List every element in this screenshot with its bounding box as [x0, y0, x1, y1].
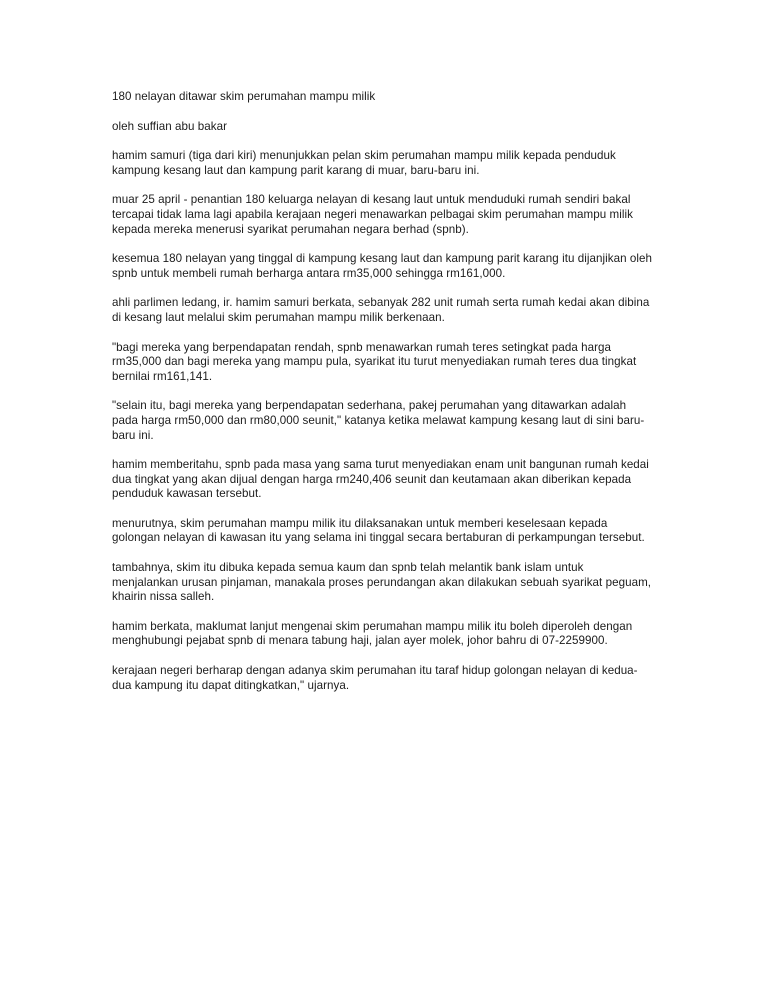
article-paragraph: hamim samuri (tiga dari kiri) menunjukkan pelan skim perumahan mampu milik kepada penduduk kampung kesang laut dan kampung parit karang di muar, baru-baru ini. [112, 149, 616, 177]
article-paragraph: tambahnya, skim itu dibuka kepada semua kaum dan spnb telah melantik bank islam untuk menjalankan urusan pinjaman, manakala proses perundangan akan dilakukan sebuah syarikat peguam, khairin nissa salleh. [112, 561, 652, 604]
article-paragraph: ahli parlimen ledang, ir. hamim samuri berkata, sebanyak 282 unit rumah serta rumah kedai akan dibina di kesang laut melalui skim perumahan mampu milik berkenaan. [112, 296, 650, 324]
article-byline: oleh suffian abu bakar [112, 119, 227, 133]
article-paragraph: kesemua 180 nelayan yang tinggal di kampung kesang laut dan kampung parit karang itu dijanjikan oleh spnb untuk membeli rumah berharga antara rm35,000 sehingga rm161,000. [112, 252, 652, 280]
article-paragraph: hamim berkata, maklumat lanjut mengenai skim perumahan mampu milik itu boleh diperoleh dengan menghubungi pejabat spnb di menara tabung haji, jalan ayer molek, johor bahru di 07-2259900. [112, 619, 633, 648]
article-title: 180 nelayan ditawar skim perumahan mampu milik [112, 90, 376, 103]
article-body [112, 90, 652, 708]
article-paragraph: menurutnya, skim perumahan mampu milik itu dilaksanakan untuk memberi keselesaan kepada golongan nelayan di kawasan itu yang selama ini tinggal secara bertaburan di perkampungan tersebut. [112, 516, 645, 545]
article-paragraph: "bagi mereka yang berpendapatan rendah, spnb menawarkan rumah teres setingkat pada harga rm35,000 dan bagi mereka yang mampu pula, syarikat itu turut menyediakan rumah teres dua tingkat bernilai rm161,141. [112, 340, 637, 383]
article-paragraph: muar 25 april - penantian 180 keluarga nelayan di kesang laut untuk menduduki rumah sendiri bakal tercapai tidak lama lagi apabila kerajaan negeri menawarkan pelbagai skim perumahan mampu milik kepada mereka menerusi syarikat perumahan negara berhad (spnb). [112, 193, 633, 236]
article-paragraph: "selain itu, bagi mereka yang berpendapatan sederhana, pakej perumahan yang ditawarkan adalah pada harga rm50,000 dan rm80,000 seunit," katanya ketika melawat kampung kesang laut di sini baru-baru ini. [112, 399, 645, 442]
article-paragraph: hamim memberitahu, spnb pada masa yang sama turut menyediakan enam unit bangunan rumah kedai dua tingkat yang akan dijual dengan harga rm240,406 seunit dan keutamaan akan diberikan kepada penduduk kawasan tersebut. [112, 458, 649, 501]
article-paragraph: kerajaan negeri berharap dengan adanya skim perumahan itu taraf hidup golongan nelayan di kedua-dua kampung itu dapat ditingkatkan," ujarnya. [112, 664, 638, 692]
